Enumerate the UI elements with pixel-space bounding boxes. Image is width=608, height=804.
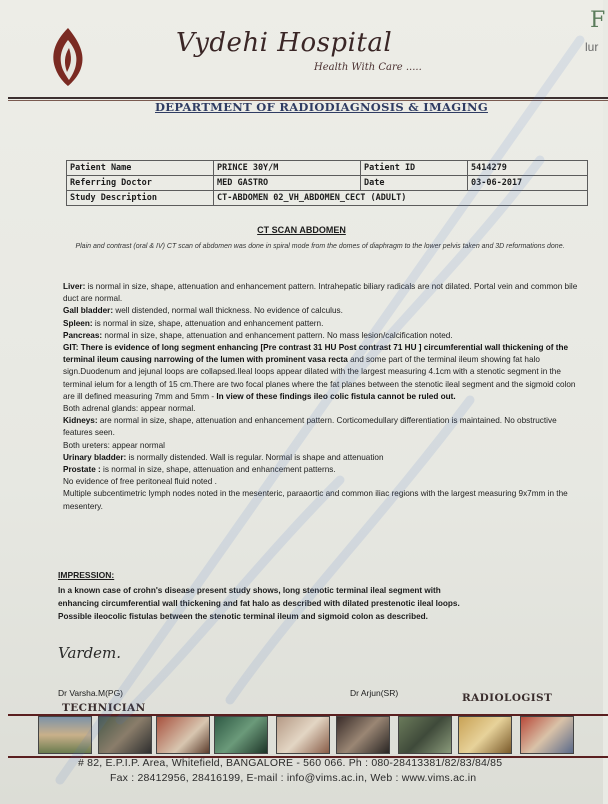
ward-photo	[98, 716, 152, 754]
patient-name-value: PRINCE 30Y/M	[214, 161, 361, 176]
impression-line: In a known case of crohn's disease present study shows, long stenotic terminal ileal segment with	[58, 586, 441, 595]
technician-label: TECHNICIAN	[62, 702, 146, 714]
lab-photo	[156, 716, 210, 754]
finding-label: Pancreas:	[63, 330, 103, 340]
date-value: 03-06-2017	[468, 176, 588, 191]
hospital-photo-strip	[38, 716, 578, 756]
impression-line: Possible ileocolic fistulas between the stenotic terminal ileum and sigmoid colon as described.	[58, 612, 428, 621]
report-technique: Plain and contrast (oral & IV) CT scan of abdomen was done in spiral mode from the domes of diaphragm to the lower pelvis taken and 3D reformations done.	[75, 243, 565, 250]
cut-off-word: lur	[585, 40, 599, 54]
hospital-name: Vydehi Hospital	[176, 28, 393, 58]
finding-gall-bladder	[63, 305, 585, 317]
table-row	[67, 191, 588, 206]
referring-doctor-value: MED GASTRO	[214, 176, 361, 191]
study-description-label: Study Description	[67, 191, 214, 206]
operation-theatre-photo	[214, 716, 268, 754]
finding-git	[63, 342, 585, 403]
impression-section	[58, 584, 578, 623]
finding-bladder	[63, 452, 585, 464]
patient-info-table	[66, 160, 588, 206]
patient-care-photo	[458, 716, 512, 754]
doctor-pg-name: Dr Varsha.M(PG)	[58, 688, 124, 698]
header-rule	[8, 97, 608, 99]
department-title: DEPARTMENT OF RADIODIAGNOSIS & IMAGING	[155, 100, 488, 114]
report-title: CT SCAN ABDOMEN	[257, 225, 346, 235]
study-description-value: CT-ABDOMEN 02_VH_ABDOMEN_CECT (ADULT)	[214, 191, 588, 206]
finding-label: Urinary bladder:	[63, 452, 127, 462]
impression-line: enhancing circumferential wall thickening and fat halo as described with dilated prestenotic ileal loops.	[58, 599, 460, 608]
finding-label: Prostate :	[63, 465, 101, 475]
finding-lymph-nodes: Multiple subcentimetric lymph nodes noted in the mesenteric, paraaortic and common iliac regions with the largest measuring 9x7mm in the mesentery.	[63, 489, 568, 511]
footer-contact: Fax : 28412956, 28416199, E-mail : info@vims.ac.in, Web : www.vims.ac.in	[110, 772, 477, 784]
patient-id-value: 5414279	[468, 161, 588, 176]
finding-liver	[63, 281, 585, 305]
finding-label: Kidneys:	[63, 416, 98, 426]
finding-text: well distended, normal wall thickness. No evidence of calculus.	[113, 306, 343, 316]
cut-off-letter: F	[590, 8, 606, 33]
finding-label: Liver:	[63, 282, 86, 291]
finding-peritoneal: No evidence of free peritoneal fluid noted .	[63, 477, 217, 487]
referring-doctor-label: Referring Doctor	[67, 176, 214, 191]
table-row	[67, 161, 588, 176]
table-row	[67, 176, 588, 191]
hospital-building-photo	[38, 716, 92, 754]
doctor-sr-name: Dr Arjun(SR)	[350, 688, 399, 698]
staff-photo	[520, 716, 574, 754]
finding-ureters: Both ureters: appear normal	[63, 440, 165, 450]
finding-text: are normal in size, shape, attenuation and enhancement pattern. Corticomedullary differentiation is maintained. No obstructive features seen.	[63, 416, 557, 438]
finding-text: normal in size, shape, attenuation and enhancement pattern. No mass lesion/calcification noted.	[102, 330, 453, 340]
finding-kidneys	[63, 415, 585, 439]
hospital-logo-icon	[48, 26, 88, 88]
scanner-photo	[336, 716, 390, 754]
finding-text: is normal in size, shape, attenuation and enhancement patterns.	[100, 465, 336, 475]
radiologist-label: RADIOLOGIST	[462, 692, 553, 704]
finding-label: Gall bladder:	[63, 306, 114, 316]
handwritten-signature: Vardem.	[58, 644, 122, 662]
finding-adrenal: Both adrenal glands: appear normal.	[63, 404, 196, 414]
date-label: Date	[361, 176, 468, 191]
finding-git-conclusion: In view of these findings ileo colic fistula cannot be ruled out.	[216, 391, 456, 401]
finding-text: and some part of the terminal ileum showing fat halo sign.Duodenum and jejunal loops are collapsed.Ileal loops appear dilated with the largest measuring 4.1cm with a stenotic segment in the terminal ielum for a length of 15 cm.There are two focal planes where the fat planes between the stenotic ileal segment and the sigmoid colon are ill defined measuring 7mm and 5mm -	[63, 355, 576, 401]
finding-text: is normal in size, shape, attenuation and enhancement pattern. Intrahepatic biliary radicals are not dilated. Portal vein and common bile duct are normal.	[63, 282, 578, 304]
footer-address: # 82, E.P.I.P. Area, Whitefield, BANGALORE - 560 066. Ph : 080-28413381/82/83/84/85	[78, 757, 503, 769]
hospital-tagline: Health With Care .....	[314, 62, 422, 73]
equipment-photo	[276, 716, 330, 754]
campus-photo	[398, 716, 452, 754]
finding-spleen	[63, 318, 585, 330]
finding-text: is normally distended. Wall is regular. Normal is shape and attenuation	[126, 452, 384, 462]
finding-pancreas	[63, 330, 585, 342]
finding-text: is normal in size, shape, attenuation and enhancement pattern.	[92, 318, 324, 328]
patient-name-label: Patient Name	[67, 161, 214, 176]
findings-section	[63, 281, 585, 513]
patient-id-label: Patient ID	[361, 161, 468, 176]
finding-label: Spleen:	[63, 318, 93, 328]
impression-heading: IMPRESSION:	[58, 570, 115, 580]
finding-git-bold: GIT: There is evidence of long segment enhancing [Pre contrast 31 HU Post contrast 71 HU ] circumferential wall thickening of the terminal ileum causing narrowing of the lumen with prominent vasa recta	[63, 343, 569, 365]
finding-prostate	[63, 464, 585, 476]
